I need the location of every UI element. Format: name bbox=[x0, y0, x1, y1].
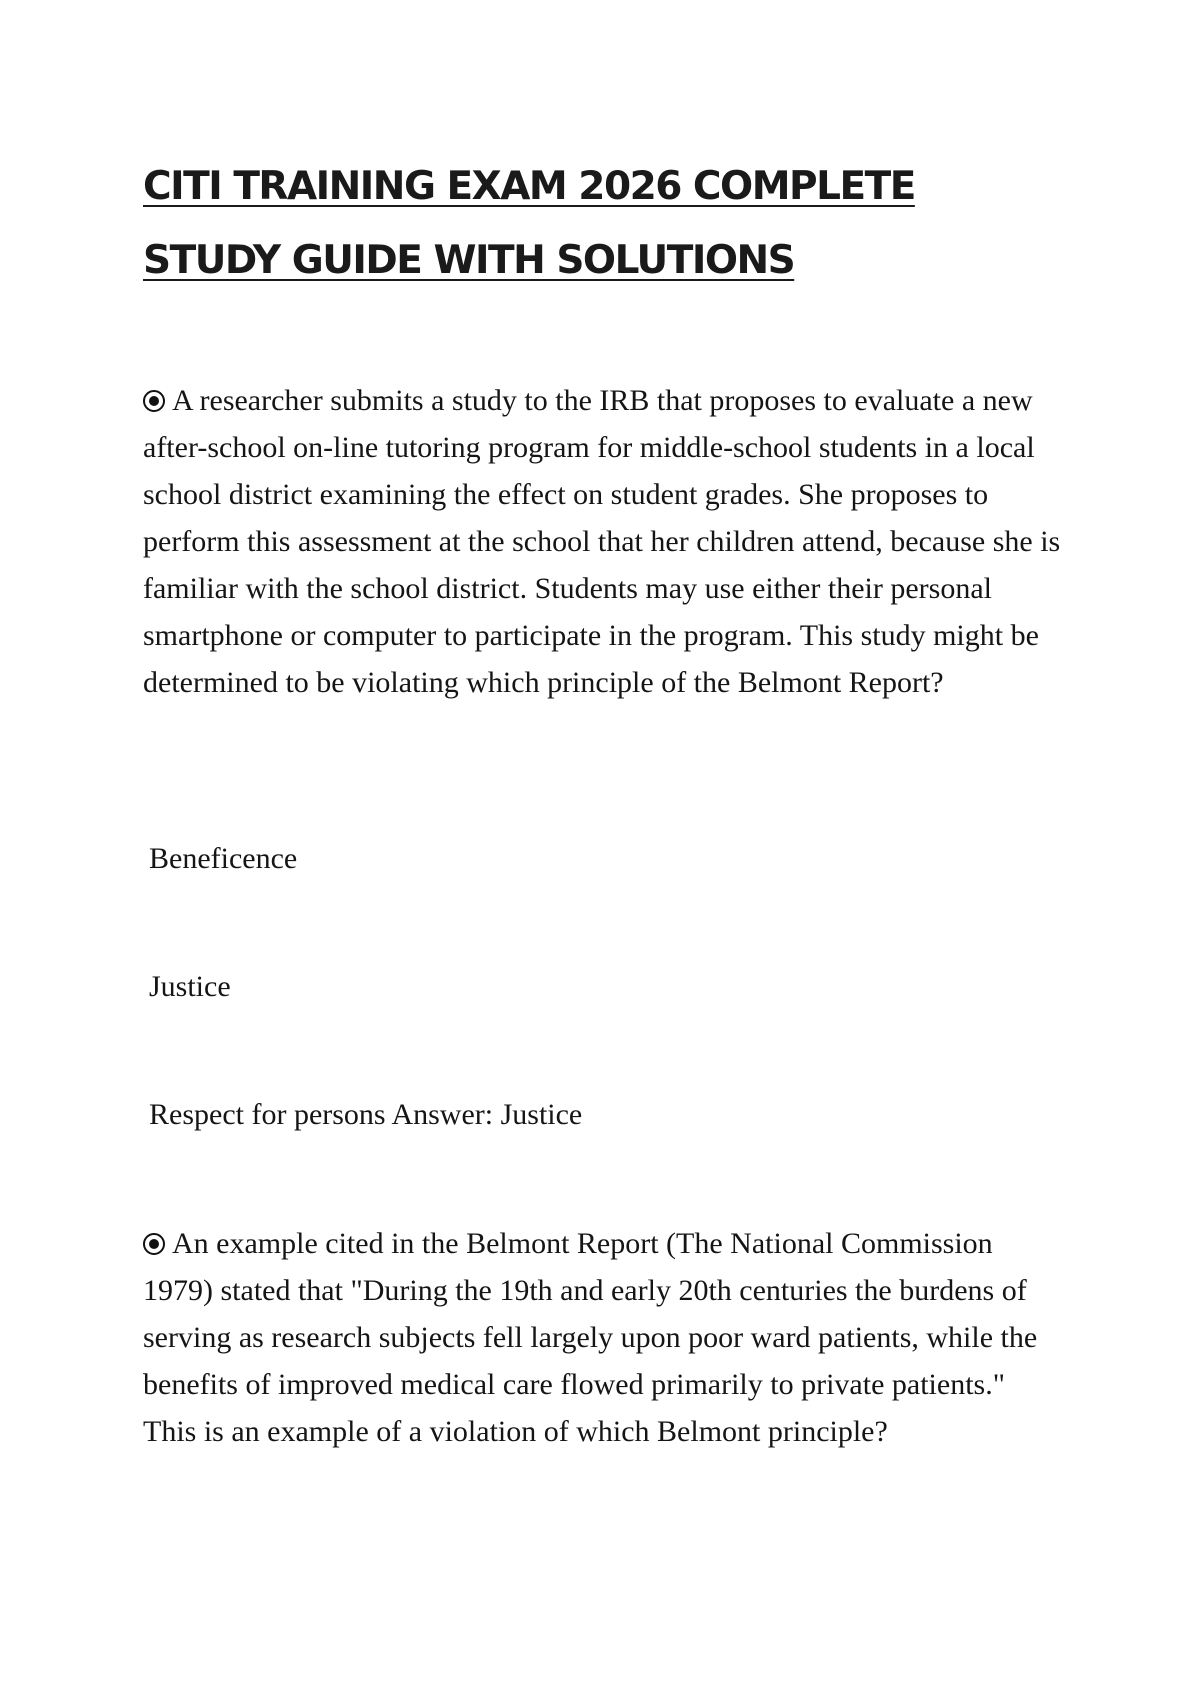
question-1 bbox=[143, 377, 1063, 706]
question-1-option-2: Justice bbox=[149, 970, 231, 1003]
question-2-text: An example cited in the Belmont Report (The National Commission 1979) stated that "During the 19th and early 20th centuries the burdens of serving as research subjects fell largely upon poor ward patients, while the benefits of improved medical care flowed primarily to private patients." This is an example of a violation of which Belmont principle? bbox=[143, 1227, 1038, 1448]
radio-bullet-icon bbox=[143, 1233, 165, 1255]
question-1-option-1: Beneficence bbox=[149, 842, 298, 875]
question-1-text: A researcher submits a study to the IRB that proposes to evaluate a new after-school on-line tutoring program for middle-school students in a local school district examining the effect on student grades. She proposes to perform this assessment at the school that her children attend, because she is familiar with the school district. Students may use either their personal smartphone or computer to participate in the program. This study might be determined to be violating which principle of the Belmont Report? bbox=[143, 384, 1061, 699]
question-1-option-3-answer: Respect for persons Answer: Justice bbox=[149, 1098, 583, 1131]
radio-bullet-icon bbox=[143, 390, 165, 412]
question-2 bbox=[143, 1220, 1063, 1455]
document-title: CITI TRAINING EXAM 2026 COMPLETE STUDY GUIDE WITH SOLUTIONS bbox=[143, 164, 915, 283]
